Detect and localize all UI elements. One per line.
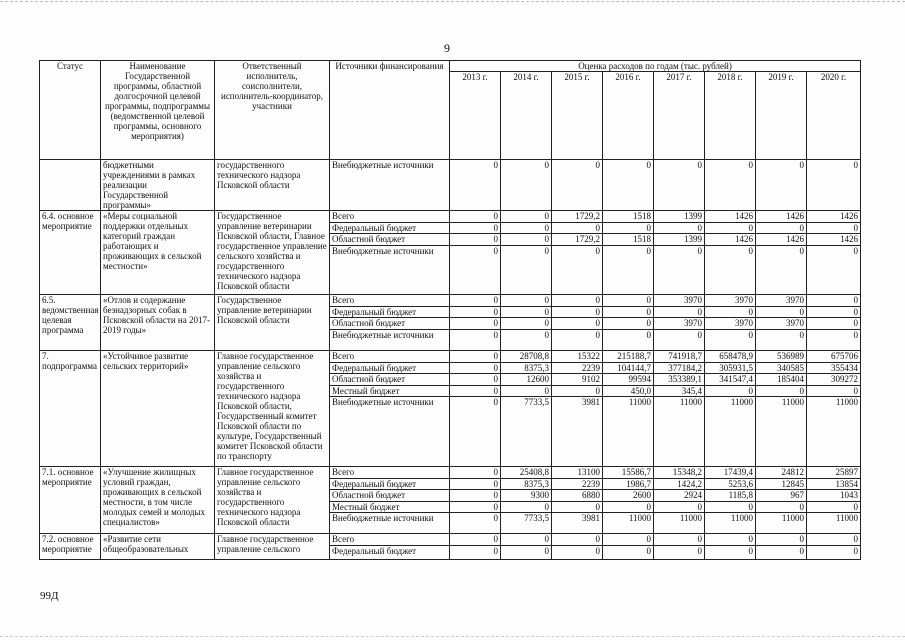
value-cell: 0 xyxy=(450,397,501,467)
row-executor: Главное государственное управление сельского хозяйства и государственного технического надзора Псковской области xyxy=(215,467,330,534)
table-row xyxy=(40,351,861,363)
value-cell: 11000 xyxy=(603,513,654,534)
funding-source: Федеральный бюджет xyxy=(330,479,450,490)
funding-source: Федеральный бюджет xyxy=(330,307,450,318)
value-cell: 0 xyxy=(807,295,861,307)
row-name: бюджетными учреждениями в рамках реализации Государственной программы» xyxy=(101,160,215,211)
value-cell: 0 xyxy=(756,386,807,397)
value-cell: 658478,9 xyxy=(705,351,756,363)
value-cell: 0 xyxy=(807,246,861,295)
funding-source: Всего xyxy=(330,467,450,479)
value-cell: 9300 xyxy=(501,490,552,502)
value-cell: 0 xyxy=(450,467,501,479)
value-cell: 3970 xyxy=(705,318,756,330)
value-cell: 7733,5 xyxy=(501,513,552,534)
header-status: Статус xyxy=(40,61,101,160)
header-year: 2020 г. xyxy=(807,72,861,160)
value-cell: 1729,2 xyxy=(552,234,603,246)
value-cell: 0 xyxy=(501,160,552,211)
row-executor: Государственное управление ветеринарии Псковской области xyxy=(215,295,330,351)
value-cell: 12845 xyxy=(756,479,807,490)
table-row xyxy=(40,295,861,307)
value-cell: 0 xyxy=(705,307,756,318)
value-cell: 0 xyxy=(450,479,501,490)
value-cell: 355434 xyxy=(807,363,861,374)
scan-top-edge xyxy=(0,1,905,2)
row-status: 6.4. основное мероприятие xyxy=(40,211,101,295)
value-cell: 0 xyxy=(807,534,861,546)
value-cell: 0 xyxy=(501,246,552,295)
value-cell: 0 xyxy=(552,330,603,351)
value-cell: 0 xyxy=(501,386,552,397)
value-cell: 0 xyxy=(603,318,654,330)
value-cell: 3970 xyxy=(705,295,756,307)
value-cell: 377184,2 xyxy=(654,363,705,374)
value-cell: 1426 xyxy=(705,211,756,223)
value-cell: 0 xyxy=(807,330,861,351)
value-cell: 24812 xyxy=(756,467,807,479)
value-cell: 0 xyxy=(807,546,861,560)
funding-source: Внебюджетные источники xyxy=(330,513,450,534)
value-cell: 0 xyxy=(501,330,552,351)
value-cell: 15348,2 xyxy=(654,467,705,479)
value-cell: 0 xyxy=(807,386,861,397)
value-cell: 13854 xyxy=(807,479,861,490)
value-cell: 5253,6 xyxy=(705,479,756,490)
value-cell: 0 xyxy=(552,318,603,330)
funding-source: Внебюджетные источники xyxy=(330,397,450,467)
value-cell: 0 xyxy=(807,160,861,211)
funding-source: Внебюджетные источники xyxy=(330,330,450,351)
value-cell: 11000 xyxy=(705,513,756,534)
value-cell: 17439,4 xyxy=(705,467,756,479)
value-cell: 345,4 xyxy=(654,386,705,397)
value-cell: 0 xyxy=(501,502,552,513)
value-cell: 0 xyxy=(552,502,603,513)
value-cell: 1986,7 xyxy=(603,479,654,490)
value-cell: 0 xyxy=(450,490,501,502)
value-cell: 0 xyxy=(450,318,501,330)
value-cell: 0 xyxy=(756,546,807,560)
value-cell: 0 xyxy=(807,307,861,318)
row-name: «Улучшение жилищных условий граждан, проживающих в сельской местности, в том числе молодых семей и молодых специалистов» xyxy=(101,467,215,534)
value-cell: 0 xyxy=(552,534,603,546)
value-cell: 3970 xyxy=(756,295,807,307)
value-cell: 11000 xyxy=(756,513,807,534)
value-cell: 0 xyxy=(756,223,807,234)
value-cell: 12600 xyxy=(501,374,552,386)
funding-source: Всего xyxy=(330,534,450,546)
value-cell: 0 xyxy=(603,534,654,546)
value-cell: 0 xyxy=(603,502,654,513)
value-cell: 0 xyxy=(705,160,756,211)
funding-source: Федеральный бюджет xyxy=(330,546,450,560)
value-cell: 450,0 xyxy=(603,386,654,397)
value-cell: 1518 xyxy=(603,211,654,223)
value-cell: 0 xyxy=(705,534,756,546)
value-cell: 0 xyxy=(756,502,807,513)
value-cell: 1518 xyxy=(603,234,654,246)
header-year: 2017 г. xyxy=(654,72,705,160)
header-executor: Ответственный исполнитель, соисполнители, исполнитель-координатор, участники xyxy=(215,61,330,160)
value-cell: 0 xyxy=(603,246,654,295)
header-year: 2016 г. xyxy=(603,72,654,160)
value-cell: 0 xyxy=(705,246,756,295)
value-cell: 0 xyxy=(807,318,861,330)
scan-bottom-edge xyxy=(0,636,905,637)
row-name: «Устойчивое развитие сельских территорий» xyxy=(101,351,215,467)
value-cell: 8375,3 xyxy=(501,363,552,374)
row-name: «Развитие сети общеобразовательных xyxy=(101,534,215,560)
header-name: Наименование Государственной программы, областной долгосрочной целевой программы, подпрограммы (ведомственной целевой программы, основного мероприятия) xyxy=(101,61,215,160)
footer-code: 99Д xyxy=(40,590,59,602)
value-cell: 0 xyxy=(450,160,501,211)
value-cell: 0 xyxy=(552,386,603,397)
value-cell: 0 xyxy=(654,546,705,560)
row-status: 7.2. основное мероприятие xyxy=(40,534,101,560)
value-cell: 0 xyxy=(654,330,705,351)
value-cell: 6880 xyxy=(552,490,603,502)
value-cell: 0 xyxy=(654,223,705,234)
row-executor: государственного технического надзора Псковской области xyxy=(215,160,330,211)
value-cell: 25408,8 xyxy=(501,467,552,479)
header-year: 2015 г. xyxy=(552,72,603,160)
value-cell: 0 xyxy=(654,534,705,546)
value-cell: 28708,8 xyxy=(501,351,552,363)
value-cell: 1426 xyxy=(705,234,756,246)
table-row xyxy=(40,467,861,479)
row-status: 7. подпрограмма xyxy=(40,351,101,467)
value-cell: 2600 xyxy=(603,490,654,502)
expenditure-table xyxy=(39,60,861,560)
value-cell: 0 xyxy=(705,223,756,234)
value-cell: 25897 xyxy=(807,467,861,479)
value-cell: 341547,4 xyxy=(705,374,756,386)
value-cell: 0 xyxy=(450,211,501,223)
row-status: 6.5. ведомственная целевая программа xyxy=(40,295,101,351)
value-cell: 11000 xyxy=(807,397,861,467)
value-cell: 1729,2 xyxy=(552,211,603,223)
value-cell: 0 xyxy=(450,374,501,386)
row-name: «Отлов и содержание безнадзорных собак в Псковской области на 2017-2019 годы» xyxy=(101,295,215,351)
value-cell: 185404 xyxy=(756,374,807,386)
value-cell: 0 xyxy=(552,307,603,318)
funding-source: Местный бюджет xyxy=(330,502,450,513)
value-cell: 2239 xyxy=(552,363,603,374)
value-cell: 0 xyxy=(603,160,654,211)
value-cell: 0 xyxy=(450,351,501,363)
value-cell: 0 xyxy=(552,223,603,234)
value-cell: 0 xyxy=(450,546,501,560)
value-cell: 0 xyxy=(450,223,501,234)
value-cell: 1043 xyxy=(807,490,861,502)
value-cell: 0 xyxy=(654,160,705,211)
value-cell: 7733,5 xyxy=(501,397,552,467)
value-cell: 0 xyxy=(756,534,807,546)
value-cell: 3981 xyxy=(552,397,603,467)
table-row xyxy=(40,534,861,546)
value-cell: 0 xyxy=(450,246,501,295)
header-year: 2013 г. xyxy=(450,72,501,160)
value-cell: 0 xyxy=(603,223,654,234)
value-cell: 0 xyxy=(450,534,501,546)
value-cell: 215188,7 xyxy=(603,351,654,363)
value-cell: 0 xyxy=(501,307,552,318)
header-year: 2018 г. xyxy=(705,72,756,160)
value-cell: 0 xyxy=(552,546,603,560)
value-cell: 0 xyxy=(552,295,603,307)
value-cell: 305931,5 xyxy=(705,363,756,374)
value-cell: 1426 xyxy=(756,211,807,223)
funding-source: Федеральный бюджет xyxy=(330,223,450,234)
value-cell: 11000 xyxy=(807,513,861,534)
value-cell: 0 xyxy=(450,386,501,397)
value-cell: 1426 xyxy=(807,211,861,223)
value-cell: 0 xyxy=(705,330,756,351)
value-cell: 11000 xyxy=(603,397,654,467)
funding-source: Внебюджетные источники xyxy=(330,246,450,295)
value-cell: 1426 xyxy=(807,234,861,246)
value-cell: 0 xyxy=(552,246,603,295)
value-cell: 0 xyxy=(705,386,756,397)
value-cell: 309272 xyxy=(807,374,861,386)
value-cell: 0 xyxy=(756,330,807,351)
funding-source: Областной бюджет xyxy=(330,234,450,246)
value-cell: 0 xyxy=(501,546,552,560)
value-cell: 0 xyxy=(705,502,756,513)
table-row xyxy=(40,211,861,223)
funding-source: Внебюджетные источники xyxy=(330,160,450,211)
row-name: «Меры социальной поддержки отдельных категорий граждан работающих и проживающих в сельской местности» xyxy=(101,211,215,295)
row-executor: Главное государственное управление сельского хозяйства и государственного технического надзора Псковской области, Государственный комитет Псковской области по культуре, Государственный комитет Псковской области по транспорту xyxy=(215,351,330,467)
funding-source: Местный бюджет xyxy=(330,386,450,397)
value-cell: 0 xyxy=(603,330,654,351)
page-number: 9 xyxy=(444,41,450,55)
value-cell: 0 xyxy=(756,246,807,295)
value-cell: 0 xyxy=(450,502,501,513)
value-cell: 0 xyxy=(603,546,654,560)
funding-source: Всего xyxy=(330,295,450,307)
header-sources: Источники финансирования xyxy=(330,61,450,160)
value-cell: 675706 xyxy=(807,351,861,363)
header-estimate: Оценка расходов по годам (тыс. рублей) xyxy=(450,61,861,72)
value-cell: 0 xyxy=(807,502,861,513)
row-executor: Государственное управление ветеринарии Псковской области, Главное государственное управление сельского хозяйства и государственного технического надзора Псковской области xyxy=(215,211,330,295)
value-cell: 11000 xyxy=(654,513,705,534)
value-cell: 0 xyxy=(756,307,807,318)
header-year: 2019 г. xyxy=(756,72,807,160)
value-cell: 1424,2 xyxy=(654,479,705,490)
value-cell: 3981 xyxy=(552,513,603,534)
value-cell: 3970 xyxy=(756,318,807,330)
value-cell: 15322 xyxy=(552,351,603,363)
value-cell: 0 xyxy=(450,295,501,307)
funding-source: Областной бюджет xyxy=(330,374,450,386)
table-row xyxy=(40,160,861,211)
value-cell: 1399 xyxy=(654,211,705,223)
value-cell: 0 xyxy=(450,363,501,374)
value-cell: 536989 xyxy=(756,351,807,363)
table-header xyxy=(40,61,861,160)
value-cell: 0 xyxy=(654,246,705,295)
value-cell: 967 xyxy=(756,490,807,502)
header-year: 2014 г. xyxy=(501,72,552,160)
value-cell: 11000 xyxy=(705,397,756,467)
value-cell: 8375,3 xyxy=(501,479,552,490)
value-cell: 741918,7 xyxy=(654,351,705,363)
value-cell: 1426 xyxy=(756,234,807,246)
value-cell: 0 xyxy=(450,234,501,246)
value-cell: 0 xyxy=(603,295,654,307)
value-cell: 13100 xyxy=(552,467,603,479)
value-cell: 0 xyxy=(654,307,705,318)
value-cell: 11000 xyxy=(756,397,807,467)
value-cell: 0 xyxy=(807,223,861,234)
value-cell: 0 xyxy=(450,330,501,351)
table-body xyxy=(40,160,861,560)
row-status: 7.1. основное мероприятие xyxy=(40,467,101,534)
funding-source: Всего xyxy=(330,211,450,223)
funding-source: Всего xyxy=(330,351,450,363)
value-cell: 0 xyxy=(501,211,552,223)
funding-source: Областной бюджет xyxy=(330,490,450,502)
value-cell: 0 xyxy=(501,234,552,246)
value-cell: 353389,1 xyxy=(654,374,705,386)
value-cell: 2924 xyxy=(654,490,705,502)
value-cell: 340585 xyxy=(756,363,807,374)
row-executor: Главное государственное управление сельского xyxy=(215,534,330,560)
value-cell: 1185,8 xyxy=(705,490,756,502)
value-cell: 11000 xyxy=(654,397,705,467)
funding-source: Федеральный бюджет xyxy=(330,363,450,374)
value-cell: 0 xyxy=(450,513,501,534)
value-cell: 0 xyxy=(603,307,654,318)
value-cell: 1399 xyxy=(654,234,705,246)
value-cell: 0 xyxy=(501,318,552,330)
value-cell: 99594 xyxy=(603,374,654,386)
value-cell: 2239 xyxy=(552,479,603,490)
value-cell: 3970 xyxy=(654,295,705,307)
value-cell: 0 xyxy=(501,534,552,546)
value-cell: 0 xyxy=(552,160,603,211)
value-cell: 0 xyxy=(654,502,705,513)
value-cell: 0 xyxy=(756,160,807,211)
value-cell: 0 xyxy=(501,295,552,307)
value-cell: 3970 xyxy=(654,318,705,330)
value-cell: 9102 xyxy=(552,374,603,386)
value-cell: 104144,7 xyxy=(603,363,654,374)
funding-source: Областной бюджет xyxy=(330,318,450,330)
value-cell: 0 xyxy=(501,223,552,234)
value-cell: 15586,7 xyxy=(603,467,654,479)
value-cell: 0 xyxy=(450,307,501,318)
row-status xyxy=(40,160,101,211)
value-cell: 0 xyxy=(705,546,756,560)
